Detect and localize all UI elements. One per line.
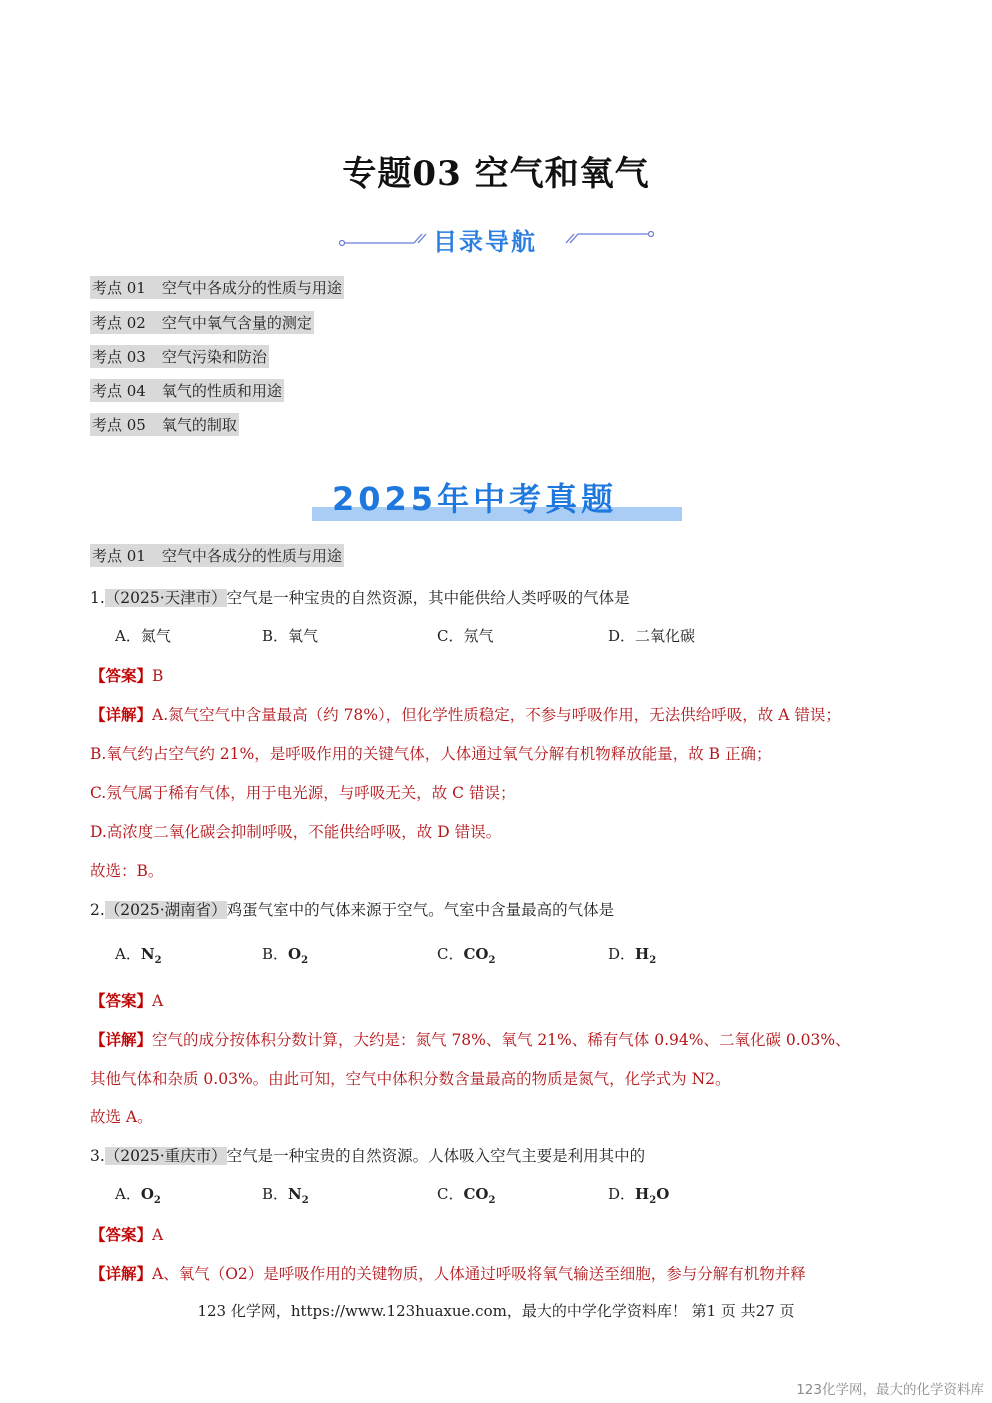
toc-item-label: 空气中各成分的性质与用途 bbox=[161, 279, 342, 297]
toc-item-label: 空气污染和防治 bbox=[161, 348, 267, 366]
toc-item[interactable] bbox=[90, 413, 239, 436]
question-source: （2025·重庆市） bbox=[104, 1147, 227, 1165]
option-c[interactable] bbox=[437, 1183, 495, 1206]
toc-item[interactable] bbox=[90, 276, 344, 299]
section-heading bbox=[90, 544, 344, 567]
option-key: B． bbox=[262, 945, 289, 963]
option-key: D． bbox=[608, 1185, 636, 1203]
toc-item[interactable] bbox=[90, 379, 284, 402]
option-key: A． bbox=[115, 945, 141, 963]
detail-line bbox=[90, 703, 841, 725]
section-label: 空气中各成分的性质与用途 bbox=[161, 547, 342, 565]
option-key: A． bbox=[115, 627, 141, 645]
option-b[interactable] bbox=[262, 625, 318, 646]
detail-line: B.氧气约占空气约 21%，是呼吸作用的关键气体，人体通过氧气分解有机物释放能量，故 B 正确； bbox=[90, 745, 772, 763]
toc-item[interactable] bbox=[90, 311, 314, 334]
option-key: C． bbox=[437, 1185, 464, 1203]
toc-item-num: 考点 02 bbox=[92, 314, 146, 332]
question-number: 2. bbox=[90, 901, 105, 919]
option-key: B． bbox=[262, 1185, 289, 1203]
detail-line: D.高浓度二氧化碳会抑制呼吸，不能供给呼吸，故 D 错误。 bbox=[90, 823, 502, 841]
question-number: 1. bbox=[90, 589, 105, 607]
answer-value: A bbox=[152, 1226, 164, 1244]
year-banner bbox=[310, 474, 682, 522]
option-text: 氧气 bbox=[288, 627, 319, 645]
option-d[interactable] bbox=[608, 1183, 669, 1206]
question-text: 空气是一种宝贵的自然资源，其中能供给人类呼吸的气体是 bbox=[226, 589, 630, 607]
question-text: 空气是一种宝贵的自然资源。人体吸入空气主要是利用其中的 bbox=[226, 1147, 646, 1165]
question-source: （2025·湖南省） bbox=[104, 901, 227, 919]
section-num: 考点 01 bbox=[92, 547, 146, 565]
toc-banner bbox=[338, 222, 654, 258]
option-formula: $N_2$ bbox=[140, 945, 162, 966]
option-formula: $H_2$ bbox=[635, 945, 657, 966]
option-a[interactable] bbox=[115, 625, 171, 646]
option-text: 二氧化碳 bbox=[635, 627, 696, 645]
option-key: D． bbox=[608, 627, 636, 645]
question-source: （2025·天津市） bbox=[104, 589, 227, 607]
document-title: 专题03 空气和氧气 bbox=[342, 154, 650, 194]
option-key: C． bbox=[437, 945, 464, 963]
option-key: C． bbox=[437, 627, 464, 645]
question-text: 鸡蛋气室中的气体来源于空气。气室中含量最高的气体是 bbox=[226, 901, 615, 919]
option-text: 氮气 bbox=[140, 627, 171, 645]
toc-item[interactable] bbox=[90, 345, 269, 368]
toc-item-num: 考点 01 bbox=[92, 279, 146, 297]
detail-text: A、氧气（O2）是呼吸作用的关键物质，人体通过呼吸将氧气输送至细胞，参与分解有机物并释 bbox=[152, 1265, 806, 1283]
answer-value: A bbox=[152, 992, 164, 1010]
detail-line bbox=[90, 1028, 851, 1050]
option-c[interactable] bbox=[437, 625, 494, 646]
option-key: B． bbox=[262, 627, 289, 645]
option-formula: $CO_2$ bbox=[463, 1185, 496, 1206]
detail-line: 故选：B。 bbox=[90, 862, 164, 880]
option-formula: $CO_2$ bbox=[463, 945, 496, 966]
detail-line bbox=[90, 1262, 806, 1284]
detail-line: C.氖气属于稀有气体，用于电光源，与呼吸无关，故 C 错误； bbox=[90, 784, 516, 802]
toc-item-num: 考点 04 bbox=[92, 382, 146, 400]
option-key: D． bbox=[608, 945, 636, 963]
answer-value: B bbox=[152, 667, 164, 685]
option-formula: $H_2O$ bbox=[635, 1185, 670, 1206]
toc-item-num: 考点 05 bbox=[92, 416, 146, 434]
answer-line bbox=[90, 1223, 163, 1245]
question-number: 3. bbox=[90, 1147, 105, 1165]
toc-item-num: 考点 03 bbox=[92, 348, 146, 366]
option-a[interactable] bbox=[115, 1183, 161, 1206]
year-banner-text: 2025年中考真题 bbox=[332, 480, 618, 518]
detail-line: 其他气体和杂质 0.03%。由此可知，空气中体积分数含量最高的物质是氮气，化学式为 N2。 bbox=[90, 1070, 731, 1088]
answer-tag: 【答案】 bbox=[90, 991, 153, 1010]
option-b[interactable] bbox=[262, 1183, 309, 1206]
option-key: A． bbox=[115, 1185, 141, 1203]
option-a[interactable] bbox=[115, 943, 162, 966]
detail-line: 故选 A。 bbox=[90, 1108, 153, 1126]
detail-tag: 【详解】 bbox=[90, 1264, 153, 1283]
question-stem bbox=[90, 1144, 645, 1166]
option-text: 氖气 bbox=[463, 627, 494, 645]
toc-item-label: 氧气的性质和用途 bbox=[161, 382, 282, 400]
option-c[interactable] bbox=[437, 943, 495, 966]
answer-tag: 【答案】 bbox=[90, 1225, 153, 1244]
watermark: 123化学网，最大的化学资料库 bbox=[796, 1382, 984, 1398]
page-footer: 123 化学网，https://www.123huaxue.com，最大的中学化学资料库！ 第1 页 共27 页 bbox=[197, 1302, 795, 1320]
option-formula: $O_2$ bbox=[288, 945, 309, 966]
detail-text: 空气的成分按体积分数计算，大约是：氮气 78%、氧气 21%、稀有气体 0.94%、二氧化碳 0.03%、 bbox=[152, 1031, 851, 1049]
answer-line bbox=[90, 989, 163, 1011]
option-d[interactable] bbox=[608, 943, 656, 966]
answer-line bbox=[90, 664, 163, 686]
detail-tag: 【详解】 bbox=[90, 705, 153, 724]
option-formula: $O_2$ bbox=[140, 1185, 161, 1206]
toc-banner-text: 目录导航 bbox=[433, 228, 537, 256]
detail-text: A.氮气空气中含量最高（约 78%），但化学性质稳定，不参与呼吸作用，无法供给呼吸，故 A 错误； bbox=[152, 706, 841, 724]
detail-tag: 【详解】 bbox=[90, 1030, 153, 1049]
toc-item-label: 空气中氧气含量的测定 bbox=[161, 314, 312, 332]
answer-tag: 【答案】 bbox=[90, 666, 153, 685]
toc-item-label: 氧气的制取 bbox=[161, 416, 237, 434]
option-b[interactable] bbox=[262, 943, 308, 966]
question-stem bbox=[90, 586, 630, 608]
option-d[interactable] bbox=[608, 625, 695, 646]
question-stem bbox=[90, 898, 614, 920]
option-formula: $N_2$ bbox=[288, 1185, 309, 1206]
